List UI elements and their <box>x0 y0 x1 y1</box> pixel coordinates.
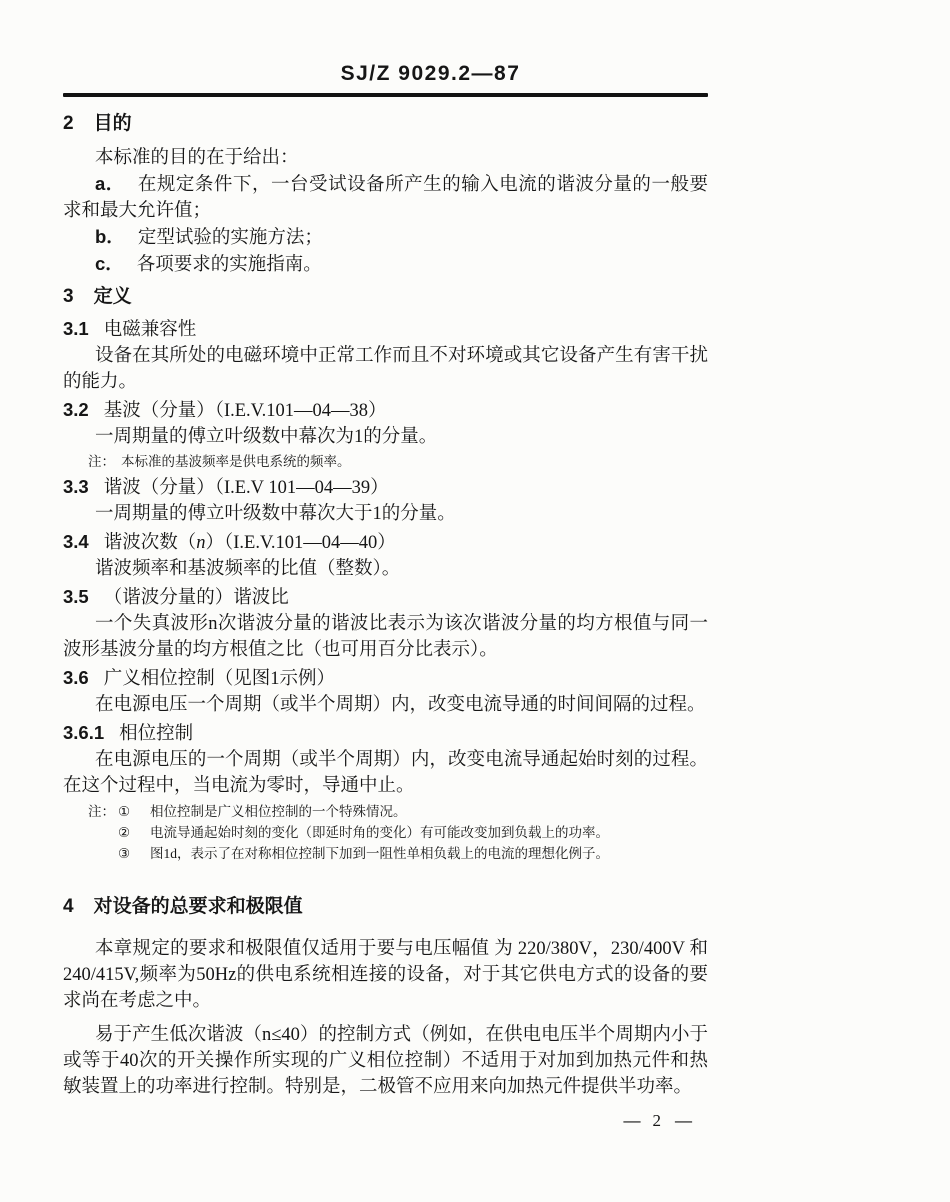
item-a-marker: a． <box>95 173 125 194</box>
definition-3-2-term <box>63 397 708 424</box>
page-number-value: 2 <box>652 1111 661 1130</box>
note-row-3 <box>88 843 708 864</box>
section-4-paragraph-2: 易于产生低次谐波（n≤40）的控制方式（例如，在供电电压半个周期内小于或等于40次的开关操作所实现的广义相位控制）不适用于对加到加热元件和热敏装置上的功率进行控制。特别是，二极管不应用来向加热元件提供半功率。 <box>63 1025 708 1097</box>
definition-3-4-number: 3.4 <box>63 531 89 552</box>
definition-3-3-term <box>63 474 708 501</box>
item-b-text: 定型试验的实施方法； <box>137 228 323 248</box>
note-row-2 <box>88 822 708 843</box>
definition-3-5-body: 一个失真波形n次谐波分量的谐波比表示为该次谐波分量的均方根值与同一波形基波分量的均方根值之比（也可用百分比表示）。 <box>63 614 708 660</box>
note-1-text: 相位控制是广义相位控制的一个特殊情况。 <box>150 804 407 819</box>
header-rule <box>63 93 708 97</box>
notes-label: 注： <box>88 804 115 819</box>
definition-3-4-label-post: ）（I.E.V.101—04—40） <box>205 533 396 553</box>
section-2-heading <box>63 111 708 137</box>
section-2-title: 目的 <box>93 113 132 134</box>
item-a-text: 在规定条件下，一台受试设备所产生的输入电流的谐波分量的一般要求和最大允许值； <box>63 175 708 221</box>
item-b-marker: b． <box>95 226 125 247</box>
definition-3-1-term <box>63 316 708 343</box>
definition-3-1-label: 电磁兼容性 <box>103 320 197 340</box>
section-3-title: 定义 <box>93 286 132 307</box>
definition-3-4-label-pre: 谐波次数（ <box>103 533 197 553</box>
note-label-spacer <box>88 843 112 864</box>
definition-3-3-body: 一周期量的傅立叶级数中幕次大于1的分量。 <box>95 504 456 524</box>
page-number-left-dash: — <box>623 1111 639 1130</box>
section-4-number: 4 <box>63 896 74 917</box>
note-label: 注： <box>88 454 115 469</box>
definition-3-6-body: 在电源电压一个周期（或半个周期）内，改变电流导通的时间间隔的过程。 <box>95 695 706 715</box>
note-label-spacer <box>88 822 112 843</box>
page-number <box>63 1108 708 1134</box>
definition-3-1-body: 设备在其所处的电磁环境中正常工作而且不对环境或其它设备产生有害干扰的能力。 <box>63 346 708 392</box>
numbered-notes <box>88 801 708 864</box>
definition-3-6-1-term <box>63 720 708 747</box>
definition-3-6-term <box>63 665 708 692</box>
definition-3-2-label: 基波（分量）（I.E.V.101—04—38） <box>103 401 387 421</box>
definition-3-1-number: 3.1 <box>63 318 89 339</box>
note-row-1 <box>88 801 708 822</box>
item-c-text: 各项要求的实施指南。 <box>136 255 322 275</box>
definition-3-3-number: 3.3 <box>63 476 89 497</box>
definition-3-6-label: 广义相位控制（见图1示例） <box>103 669 335 689</box>
note-2-text: 电流导通起始时刻的变化（即延时角的变化）有可能改变加到负载上的功率。 <box>150 825 609 840</box>
page-number-right-dash: — <box>675 1111 690 1130</box>
section-2-number: 2 <box>63 113 74 134</box>
definition-3-6-1-label: 相位控制 <box>119 724 194 744</box>
definition-3-5-label: （谐波分量的）谐波比 <box>103 588 289 608</box>
section-3-number: 3 <box>63 286 74 307</box>
doc-number: SJ/Z 9029.2—87 <box>340 62 521 85</box>
definition-3-3-label: 谐波（分量）（I.E.V 101—04—39） <box>103 478 389 498</box>
list-item-a <box>63 171 708 224</box>
note-1-number: ① <box>118 804 131 819</box>
section-4-title: 对设备的总要求和极限值 <box>93 896 303 917</box>
note-3-number: ③ <box>118 846 131 861</box>
definition-3-6-number: 3.6 <box>63 667 89 688</box>
note-text: 本标准的基波频率是供电系统的频率。 <box>121 454 351 469</box>
definition-3-4-body: 谐波频率和基波频率的比值（整数）。 <box>95 559 401 579</box>
definition-3-6-1-body: 在电源电压的一个周期（或半个周期）内，改变电流导通起始时刻的过程。在这个过程中，当电流为零时，导通中止。 <box>63 750 708 796</box>
definition-3-2-note <box>88 451 708 472</box>
list-item-c <box>63 251 708 278</box>
section-4-heading <box>63 894 708 920</box>
note-3-text: 图1d，表示了在对称相位控制下加到一阻性单相负载上的电流的理想化例子。 <box>150 846 609 861</box>
page-content <box>63 0 708 1134</box>
section-4-paragraph-1: 本章规定的要求和极限值仅适用于要与电压幅值 为 220/380V，230/400V 和 240/415V,频率为50Hz的供电系统相连接的设备，对于其它供电方式的设备的要求尚在考虑之中。 <box>63 939 708 1011</box>
section-3-heading <box>63 284 708 310</box>
definition-3-4-term <box>63 529 708 556</box>
definition-3-2-number: 3.2 <box>63 399 89 420</box>
definition-3-5-term <box>63 584 708 611</box>
list-item-b <box>63 224 708 251</box>
note-2-number: ② <box>118 825 131 840</box>
definition-3-5-number: 3.5 <box>63 586 89 607</box>
definition-3-6-1-number: 3.6.1 <box>63 722 105 743</box>
item-c-marker: c． <box>95 253 124 274</box>
definition-3-2-body: 一周期量的傅立叶级数中幕次为1的分量。 <box>95 427 438 447</box>
section-2-intro: 本标准的目的在于给出： <box>95 148 299 168</box>
definition-3-4-variable: n <box>196 533 206 553</box>
